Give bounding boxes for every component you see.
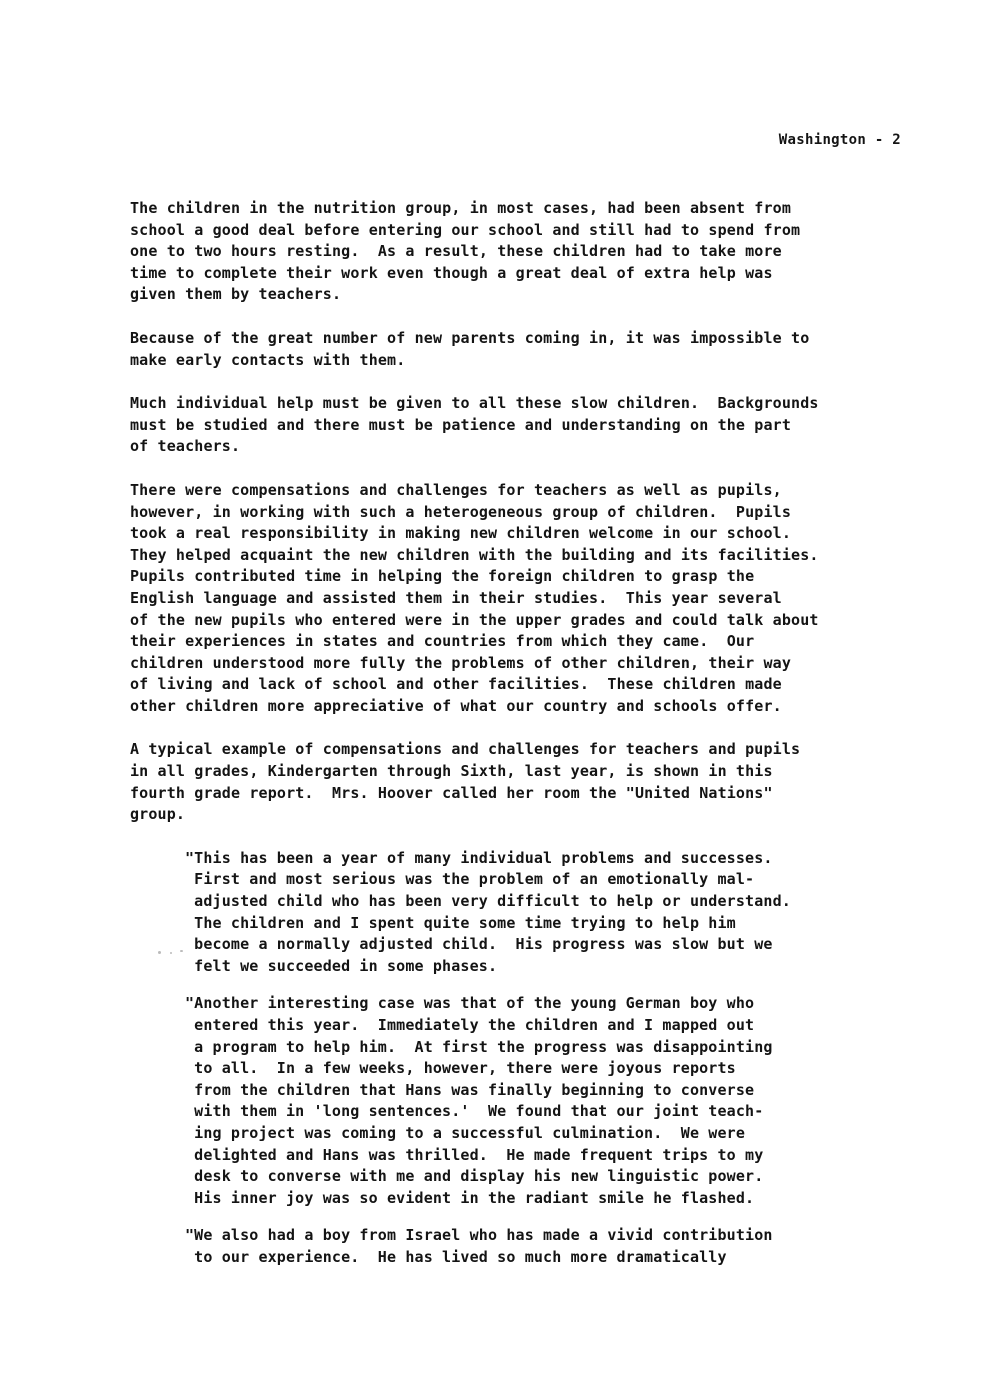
quote-line: ing project was coming to a successful culmination. We were [185, 1123, 746, 1142]
paragraph-line: of teachers. [130, 437, 241, 456]
paragraph-line: time to complete their work even though a great deal of extra help was [130, 263, 773, 282]
scan-speck [158, 951, 161, 954]
quote-line: The children and I spent quite some time trying to help him [185, 913, 736, 932]
quote-line: felt we succeeded in some phases. [185, 956, 498, 975]
paragraph-line: of living and lack of school and other facilities. These children made [130, 675, 782, 694]
paragraph-new-parents [130, 328, 950, 371]
scan-speck [180, 950, 183, 952]
quote-line: desk to converse with me and display his new linguistic power. [185, 1167, 764, 1186]
quote-israel-boy [185, 1225, 950, 1268]
quote-line: "This has been a year of many individual problems and successes. [185, 848, 773, 867]
paragraph-line: school a good deal before entering our school and still had to spend from [130, 220, 801, 239]
paragraph-nutrition-group [130, 198, 950, 306]
quote-line: First and most serious was the problem of an emotionally mal- [185, 870, 755, 889]
paragraph-line: fourth grade report. Mrs. Hoover called her room the "United Nations" [130, 783, 773, 802]
paragraph-line: Pupils contributed time in helping the foreign children to grasp the [130, 567, 755, 586]
paragraph-line: other children more appreciative of what our country and schools offer. [130, 696, 782, 715]
paragraph-line: A typical example of compensations and challenges for teachers and pupils [130, 740, 801, 759]
quote-german-boy [185, 993, 950, 1209]
paragraph-line: Much individual help must be given to all these slow children. Backgrounds [130, 394, 819, 413]
quote-line: His inner joy was so evident in the radiant smile he flashed. [185, 1188, 755, 1207]
paragraph-line: of the new pupils who entered were in the upper grades and could talk about [130, 610, 819, 629]
quote-line: "Another interesting case was that of the young German boy who [185, 994, 755, 1013]
paragraph-line: children understood more fully the problems of other children, their way [130, 653, 792, 672]
paragraph-line: English language and assisted them in their studies. This year several [130, 588, 782, 607]
quote-line: delighted and Hans was thrilled. He made frequent trips to my [185, 1145, 764, 1164]
paragraph-line: They helped acquaint the new children with the building and its facilities. [130, 545, 819, 564]
quote-line: become a normally adjusted child. His progress was slow but we [185, 935, 773, 954]
paragraph-line: Because of the great number of new parents coming in, it was impossible to [130, 328, 810, 347]
paragraph-line: make early contacts with them. [130, 350, 406, 369]
paragraph-line: took a real responsibility in making new children welcome in our school. [130, 524, 792, 543]
paragraph-line: group. [130, 805, 186, 824]
quote-line: to our experience. He has lived so much more dramatically [185, 1247, 727, 1266]
paragraph-line: their experiences in states and countries from which they came. Our [130, 632, 755, 651]
quote-line: to all. In a few weeks, however, there were joyous reports [185, 1059, 736, 1078]
scan-speck [170, 952, 172, 954]
paragraph-individual-help [130, 393, 950, 458]
quote-line: a program to help him. At first the progress was disappointing [185, 1037, 773, 1056]
page-header: Washington - 2 [778, 132, 901, 148]
quote-line: entered this year. Immediately the children and I mapped out [185, 1016, 755, 1034]
quote-line: "We also had a boy from Israel who has made a vivid contribution [185, 1226, 773, 1245]
paragraph-line: one to two hours resting. As a result, these children had to take more [130, 242, 782, 261]
paragraph-line: however, in working with such a heterogeneous group of children. Pupils [130, 502, 792, 521]
paragraph-line: must be studied and there must be patience and understanding on the part [130, 415, 792, 434]
paragraph-typical-example [130, 739, 950, 825]
quote-individual-problems [185, 848, 950, 978]
paragraph-compensations [130, 480, 950, 718]
paragraph-line: given them by teachers. [130, 285, 342, 304]
document-body [130, 198, 950, 1285]
quote-line: adjusted child who has been very difficult to help or understand. [185, 892, 791, 911]
paragraph-line: There were compensations and challenges for teachers as well as pupils, [130, 480, 782, 499]
paragraph-line: The children in the nutrition group, in most cases, had been absent from [130, 199, 792, 217]
quote-line: from the children that Hans was finally beginning to converse [185, 1080, 755, 1099]
quote-line: with them in 'long sentences.' We found that our joint teach- [185, 1102, 764, 1121]
paragraph-line: in all grades, Kindergarten through Sixth, last year, is shown in this [130, 762, 773, 781]
